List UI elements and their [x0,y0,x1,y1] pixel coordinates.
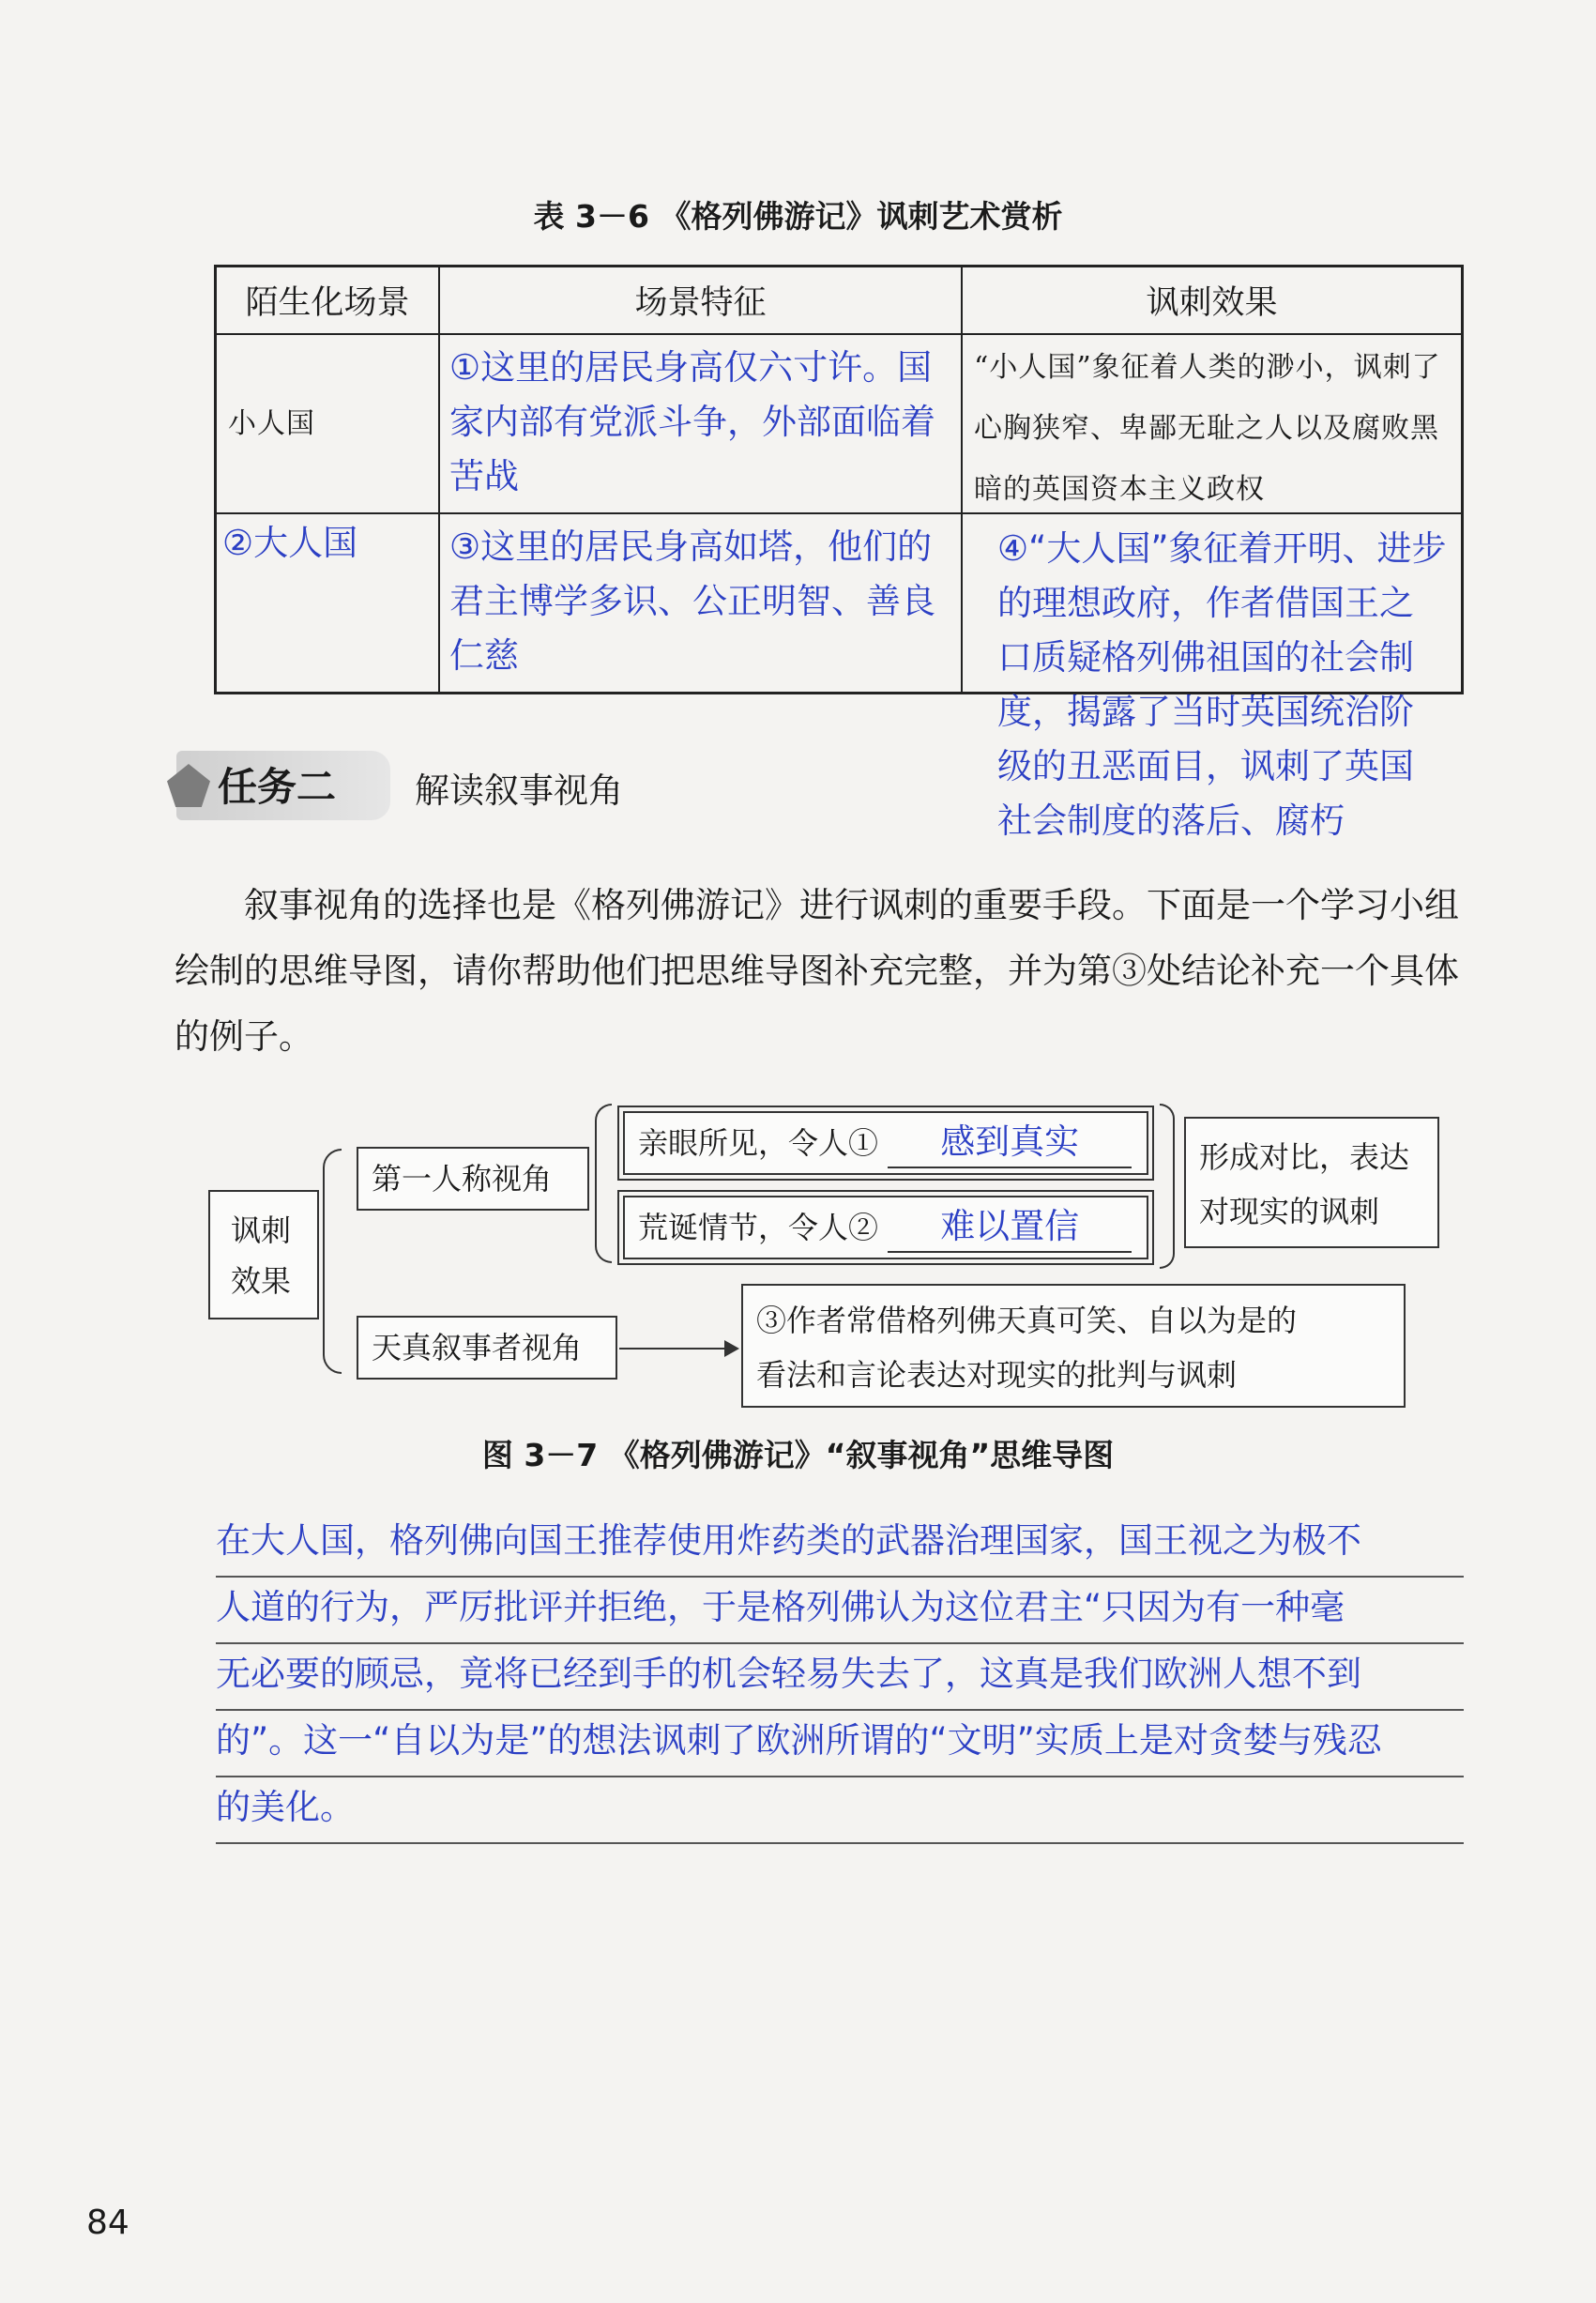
answer4-line: 的理想政府，作者借国王之 [997,583,1414,623]
row1-feature: ①这里的居民身高仅六寸许。国家内部有党派斗争，外部面临着苦战 [440,335,963,514]
header-scene: 陌生化场景 [217,267,440,335]
root-line: 效果 [231,1263,292,1299]
row1-effect: “小人国”象征着人类的渺小，讽刺了心胸狭窄、卑鄙无耻之人以及腐败黑暗的英国资本主义政权 [963,335,1461,514]
first-person-node: 第一人称视角 [357,1147,589,1211]
item3-line: ③作者常借格列佛天真可笑、自以为是的 [756,1303,1298,1338]
root-brace [323,1149,342,1374]
answer4-line: 度，揭露了当时英国统治阶 [997,692,1414,732]
item1-answer: 感到真实 [888,1118,1132,1168]
figure-caption: 图 3－7 《格列佛游记》“叙事视角”思维导图 [481,1437,1115,1473]
conclusion-brace [1160,1104,1175,1269]
item3-line: 看法和言论表达对现实的批判与讽刺 [756,1357,1238,1393]
conclusion-node [1184,1117,1439,1248]
item3-node [741,1284,1406,1408]
arrow-line [619,1348,730,1350]
header-feature: 场景特征 [440,267,963,335]
answer-line: 无必要的顾忌，竟将已经到手的机会轻易失去了，这真是我们欧洲人想不到 [216,1644,1464,1711]
answer-line: 的”。这一“自以为是”的想法讽刺了欧洲所谓的“文明”实质上是对贪婪与残忍 [216,1711,1464,1777]
root-line: 讽刺 [231,1213,292,1248]
item1-node [623,1111,1148,1175]
answer4-line: 口质疑格列佛祖国的社会制 [997,637,1414,678]
answer-line: 的美化。 [216,1777,1464,1844]
naive-narrator-node: 天真叙事者视角 [357,1316,617,1380]
first-person-brace [595,1104,612,1263]
intro-paragraph: 叙事视角的选择也是《格列佛游记》进行讽刺的重要手段。下面是一个学习小组绘制的思维导图，请你帮助他们把思维导图补充完整，并为第③处结论补充一个具体的例子。 [175,885,1459,1057]
answer4-line: 级的丑恶面目，讽刺了英国 [997,746,1414,786]
task-subtitle: 解读叙事视角 [415,770,623,811]
table-caption: 表 3－6 《格列佛游记》讽刺艺术赏析 [533,198,1063,235]
conclusion-line: 对现实的讽刺 [1199,1194,1380,1229]
arrow-right-icon [724,1340,739,1357]
conclusion-line: 形成对比，表达 [1199,1139,1410,1175]
page-number: 84 [86,2204,129,2242]
answer-line: 人道的行为，严厉批评并拒绝，于是格列佛认为这位君主“只因为有一种毫 [216,1578,1464,1644]
root-node [208,1190,319,1319]
item2-node [623,1196,1148,1259]
item2-prefix: 荒诞情节，令人② [638,1210,879,1245]
item1-prefix: 亲眼所见，令人① [638,1125,879,1161]
header-effect: 讽刺效果 [963,267,1461,335]
answer-line: 在大人国，格列佛向国王推荐使用炸药类的武器治理国家，国王视之为极不 [216,1511,1464,1578]
answer4-line: ④“大人国”象征着开明、进步 [997,528,1447,569]
row2-scene: ②大人国 [217,514,440,692]
row2-feature: ③这里的居民身高如塔，他们的君主博学多识、公正明智、善良仁慈 [440,514,963,692]
row2-effect-answer [997,522,1485,848]
row1-scene: 小人国 [217,335,440,514]
item2-answer: 难以置信 [888,1202,1132,1253]
example-answer [216,1511,1464,1844]
answer4-line: 社会制度的落后、腐朽 [997,801,1345,841]
task-title: 任务二 [218,764,337,810]
